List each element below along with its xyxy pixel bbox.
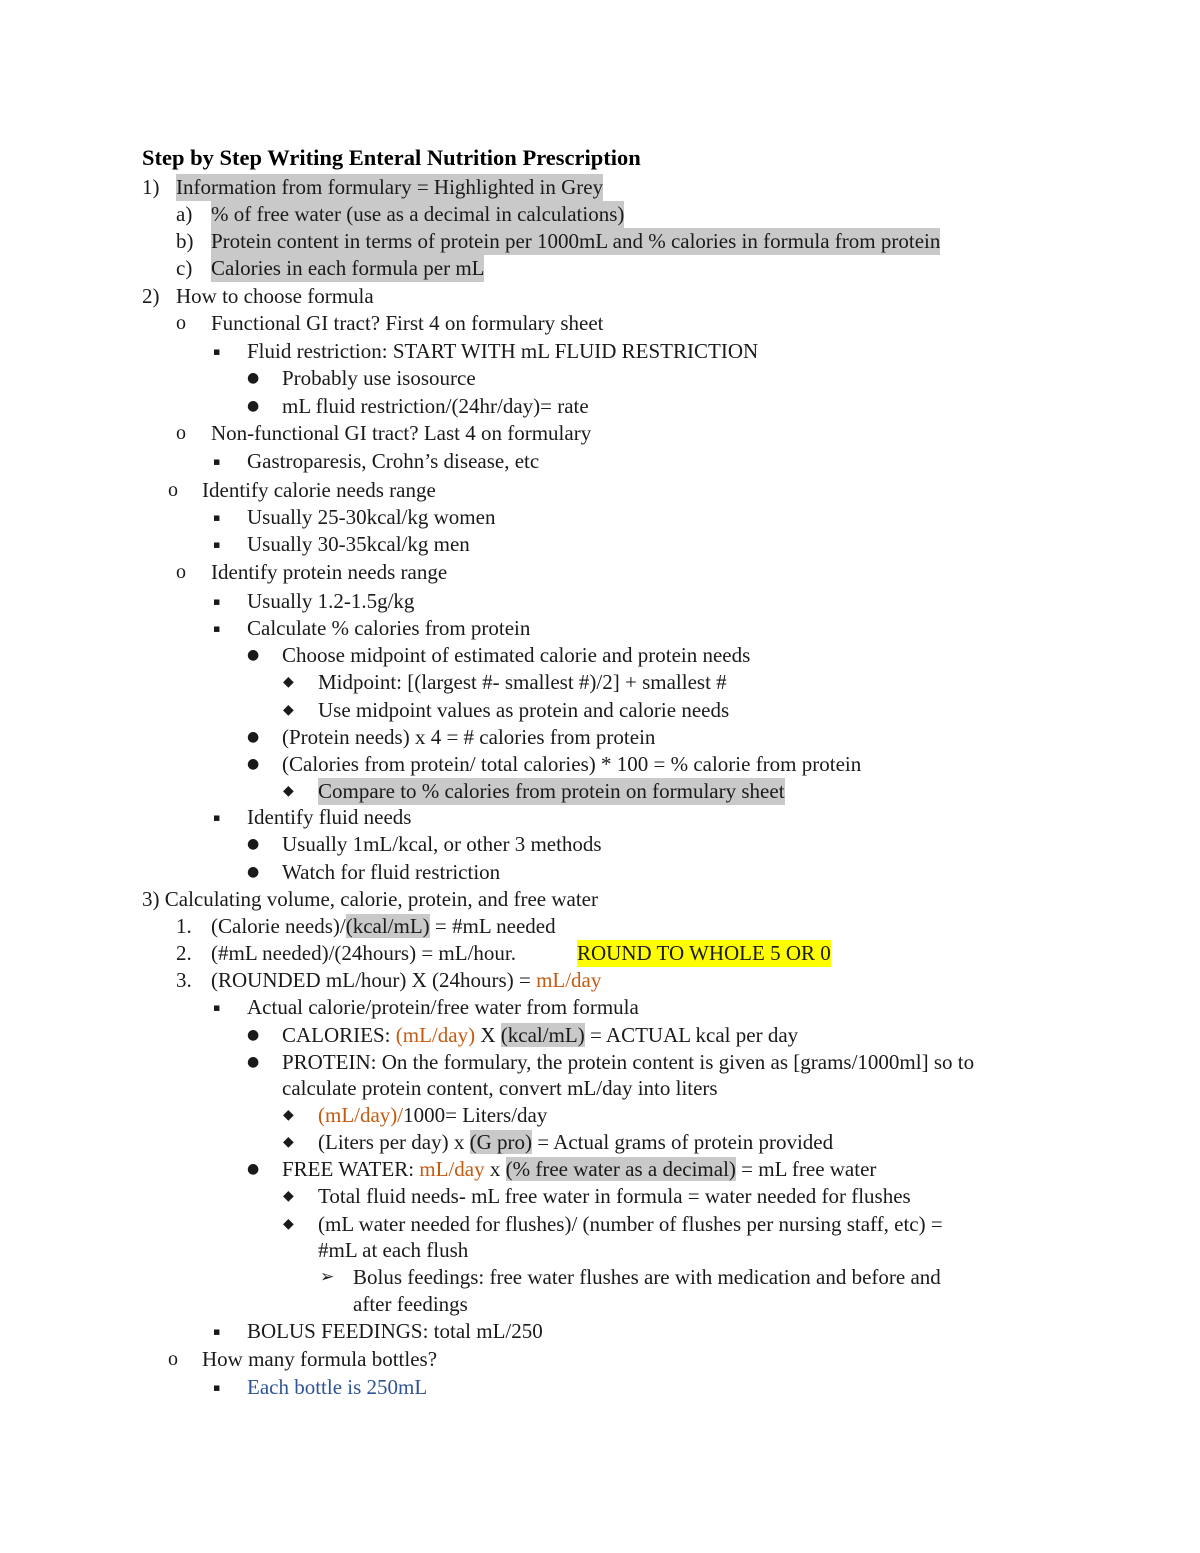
list-number: 2.	[176, 941, 192, 965]
square-bullet-icon: ▪	[213, 1381, 221, 1394]
list-item-text: (ROUNDED mL/hour) X (24hours) = mL/day	[211, 968, 602, 992]
list-letter: c)	[176, 256, 193, 280]
document-title: Step by Step Writing Enteral Nutrition Prescription	[142, 145, 641, 170]
square-bullet-icon: ▪	[213, 538, 221, 551]
list-item-text: FREE WATER: mL/day x (% free water as a decimal) = mL free water	[282, 1157, 877, 1181]
list-item-text: Total fluid needs- mL free water in formula = water needed for flushes	[318, 1184, 911, 1208]
diamond-bullet-icon: ◆	[283, 674, 294, 690]
list-item-text: Usually 25-30kcal/kg women	[247, 505, 496, 529]
list-item-text: Use midpoint values as protein and calorie needs	[318, 698, 730, 722]
dot-bullet-icon: ●	[247, 836, 260, 852]
list-item-text: (#mL needed)/(24hours) = mL/hour.	[211, 941, 516, 965]
circle-bullet-icon: o	[176, 312, 186, 334]
list-item-text: Usually 1.2-1.5g/kg	[247, 589, 415, 613]
list-item-text: How many formula bottles?	[202, 1347, 438, 1371]
list-item-text: Functional GI tract? First 4 on formulary sheet	[211, 311, 604, 335]
list-item-text: Watch for fluid restriction	[282, 860, 501, 884]
dot-bullet-icon: ●	[247, 1161, 260, 1177]
diamond-bullet-icon: ◆	[283, 1134, 294, 1150]
dot-bullet-icon: ●	[247, 398, 260, 414]
list-item-text: PROTEIN: On the formulary, the protein content is given as [grams/1000ml] so to	[282, 1050, 975, 1074]
circle-bullet-icon: o	[176, 561, 186, 583]
list-item-text: calculate protein content, convert mL/day into liters	[282, 1076, 718, 1100]
list-item-text: Usually 30-35kcal/kg men	[247, 532, 470, 556]
list-item-text: Each bottle is 250mL	[247, 1375, 428, 1399]
list-item-text: Non-functional GI tract? Last 4 on formulary	[211, 421, 592, 445]
list-item-text: Bolus feedings: free water flushes are with medication and before and	[353, 1265, 941, 1289]
list-item-text: 3) Calculating volume, calorie, protein, and free water	[142, 887, 598, 911]
list-item-text: #mL at each flush	[318, 1238, 469, 1262]
square-bullet-icon: ▪	[213, 511, 221, 524]
square-bullet-icon: ▪	[213, 345, 221, 358]
square-bullet-icon: ▪	[213, 1001, 221, 1014]
round-note-highlight: ROUND TO WHOLE 5 OR 0	[577, 941, 831, 965]
diamond-bullet-icon: ◆	[283, 702, 294, 718]
list-item-text: How to choose formula	[176, 284, 374, 308]
list-number: 1)	[142, 175, 160, 199]
list-number: 3.	[176, 968, 192, 992]
list-item-text: Fluid restriction: START WITH mL FLUID RESTRICTION	[247, 339, 759, 363]
list-letter: b)	[176, 229, 194, 253]
list-item-text: Identify calorie needs range	[202, 478, 436, 502]
list-item-text: Identify protein needs range	[211, 560, 448, 584]
list-item-text: mL fluid restriction/(24hr/day)= rate	[282, 394, 589, 418]
list-item-text: Midpoint: [(largest #- smallest #)/2] + smallest #	[318, 670, 727, 694]
list-number: 2)	[142, 284, 160, 308]
square-bullet-icon: ▪	[213, 455, 221, 468]
square-bullet-icon: ▪	[213, 1325, 221, 1338]
list-item-text: Protein content in terms of protein per 1000mL and % calories in formula from protein	[211, 229, 941, 253]
dot-bullet-icon: ●	[247, 1054, 260, 1070]
list-item-text: Calories in each formula per mL	[211, 256, 485, 280]
list-item-text: (Calories from protein/ total calories) * 100 = % calorie from protein	[282, 752, 862, 776]
list-item-text: Probably use isosource	[282, 366, 476, 390]
arrow-bullet-icon: ➢	[320, 1267, 335, 1287]
dot-bullet-icon: ●	[247, 1027, 260, 1043]
dot-bullet-icon: ●	[247, 647, 260, 663]
list-item-text: Calculate % calories from protein	[247, 616, 531, 640]
diamond-bullet-icon: ◆	[283, 783, 294, 799]
list-item-text: after feedings	[353, 1292, 468, 1316]
list-item-text: Actual calorie/protein/free water from formula	[247, 995, 639, 1019]
list-letter: a)	[176, 202, 193, 226]
list-item-text: % of free water (use as a decimal in calculations)	[211, 202, 625, 226]
square-bullet-icon: ▪	[213, 595, 221, 608]
list-item-text: CALORIES: (mL/day) X (kcal/mL) = ACTUAL kcal per day	[282, 1023, 799, 1047]
list-item-text: (mL/day)/1000= Liters/day	[318, 1103, 548, 1127]
list-item-text: Compare to % calories from protein on formulary sheet	[318, 779, 785, 803]
dot-bullet-icon: ●	[247, 756, 260, 772]
circle-bullet-icon: o	[168, 479, 178, 501]
circle-bullet-icon: o	[176, 422, 186, 444]
list-item-text: Information from formulary = Highlighted in Grey	[176, 175, 604, 199]
list-item-text: Gastroparesis, Crohn’s disease, etc	[247, 449, 540, 473]
list-item-text: (mL water needed for flushes)/ (number of flushes per nursing staff, etc) =	[318, 1212, 943, 1236]
list-item-text: Identify fluid needs	[247, 805, 412, 829]
square-bullet-icon: ▪	[213, 622, 221, 635]
dot-bullet-icon: ●	[247, 864, 260, 880]
dot-bullet-icon: ●	[247, 729, 260, 745]
list-item-text: (Calorie needs)/(kcal/mL) = #mL needed	[211, 914, 556, 938]
diamond-bullet-icon: ◆	[283, 1107, 294, 1123]
list-item-text: BOLUS FEEDINGS: total mL/250	[247, 1319, 543, 1343]
dot-bullet-icon: ●	[247, 370, 260, 386]
list-item-text: (Protein needs) x 4 = # calories from protein	[282, 725, 656, 749]
list-item-text: (Liters per day) x (G pro) = Actual grams of protein provided	[318, 1130, 834, 1154]
list-number: 1.	[176, 914, 192, 938]
circle-bullet-icon: o	[168, 1348, 178, 1370]
list-item-text: Choose midpoint of estimated calorie and protein needs	[282, 643, 751, 667]
square-bullet-icon: ▪	[213, 811, 221, 824]
diamond-bullet-icon: ◆	[283, 1188, 294, 1204]
diamond-bullet-icon: ◆	[283, 1216, 294, 1232]
list-item-text: Usually 1mL/kcal, or other 3 methods	[282, 832, 602, 856]
